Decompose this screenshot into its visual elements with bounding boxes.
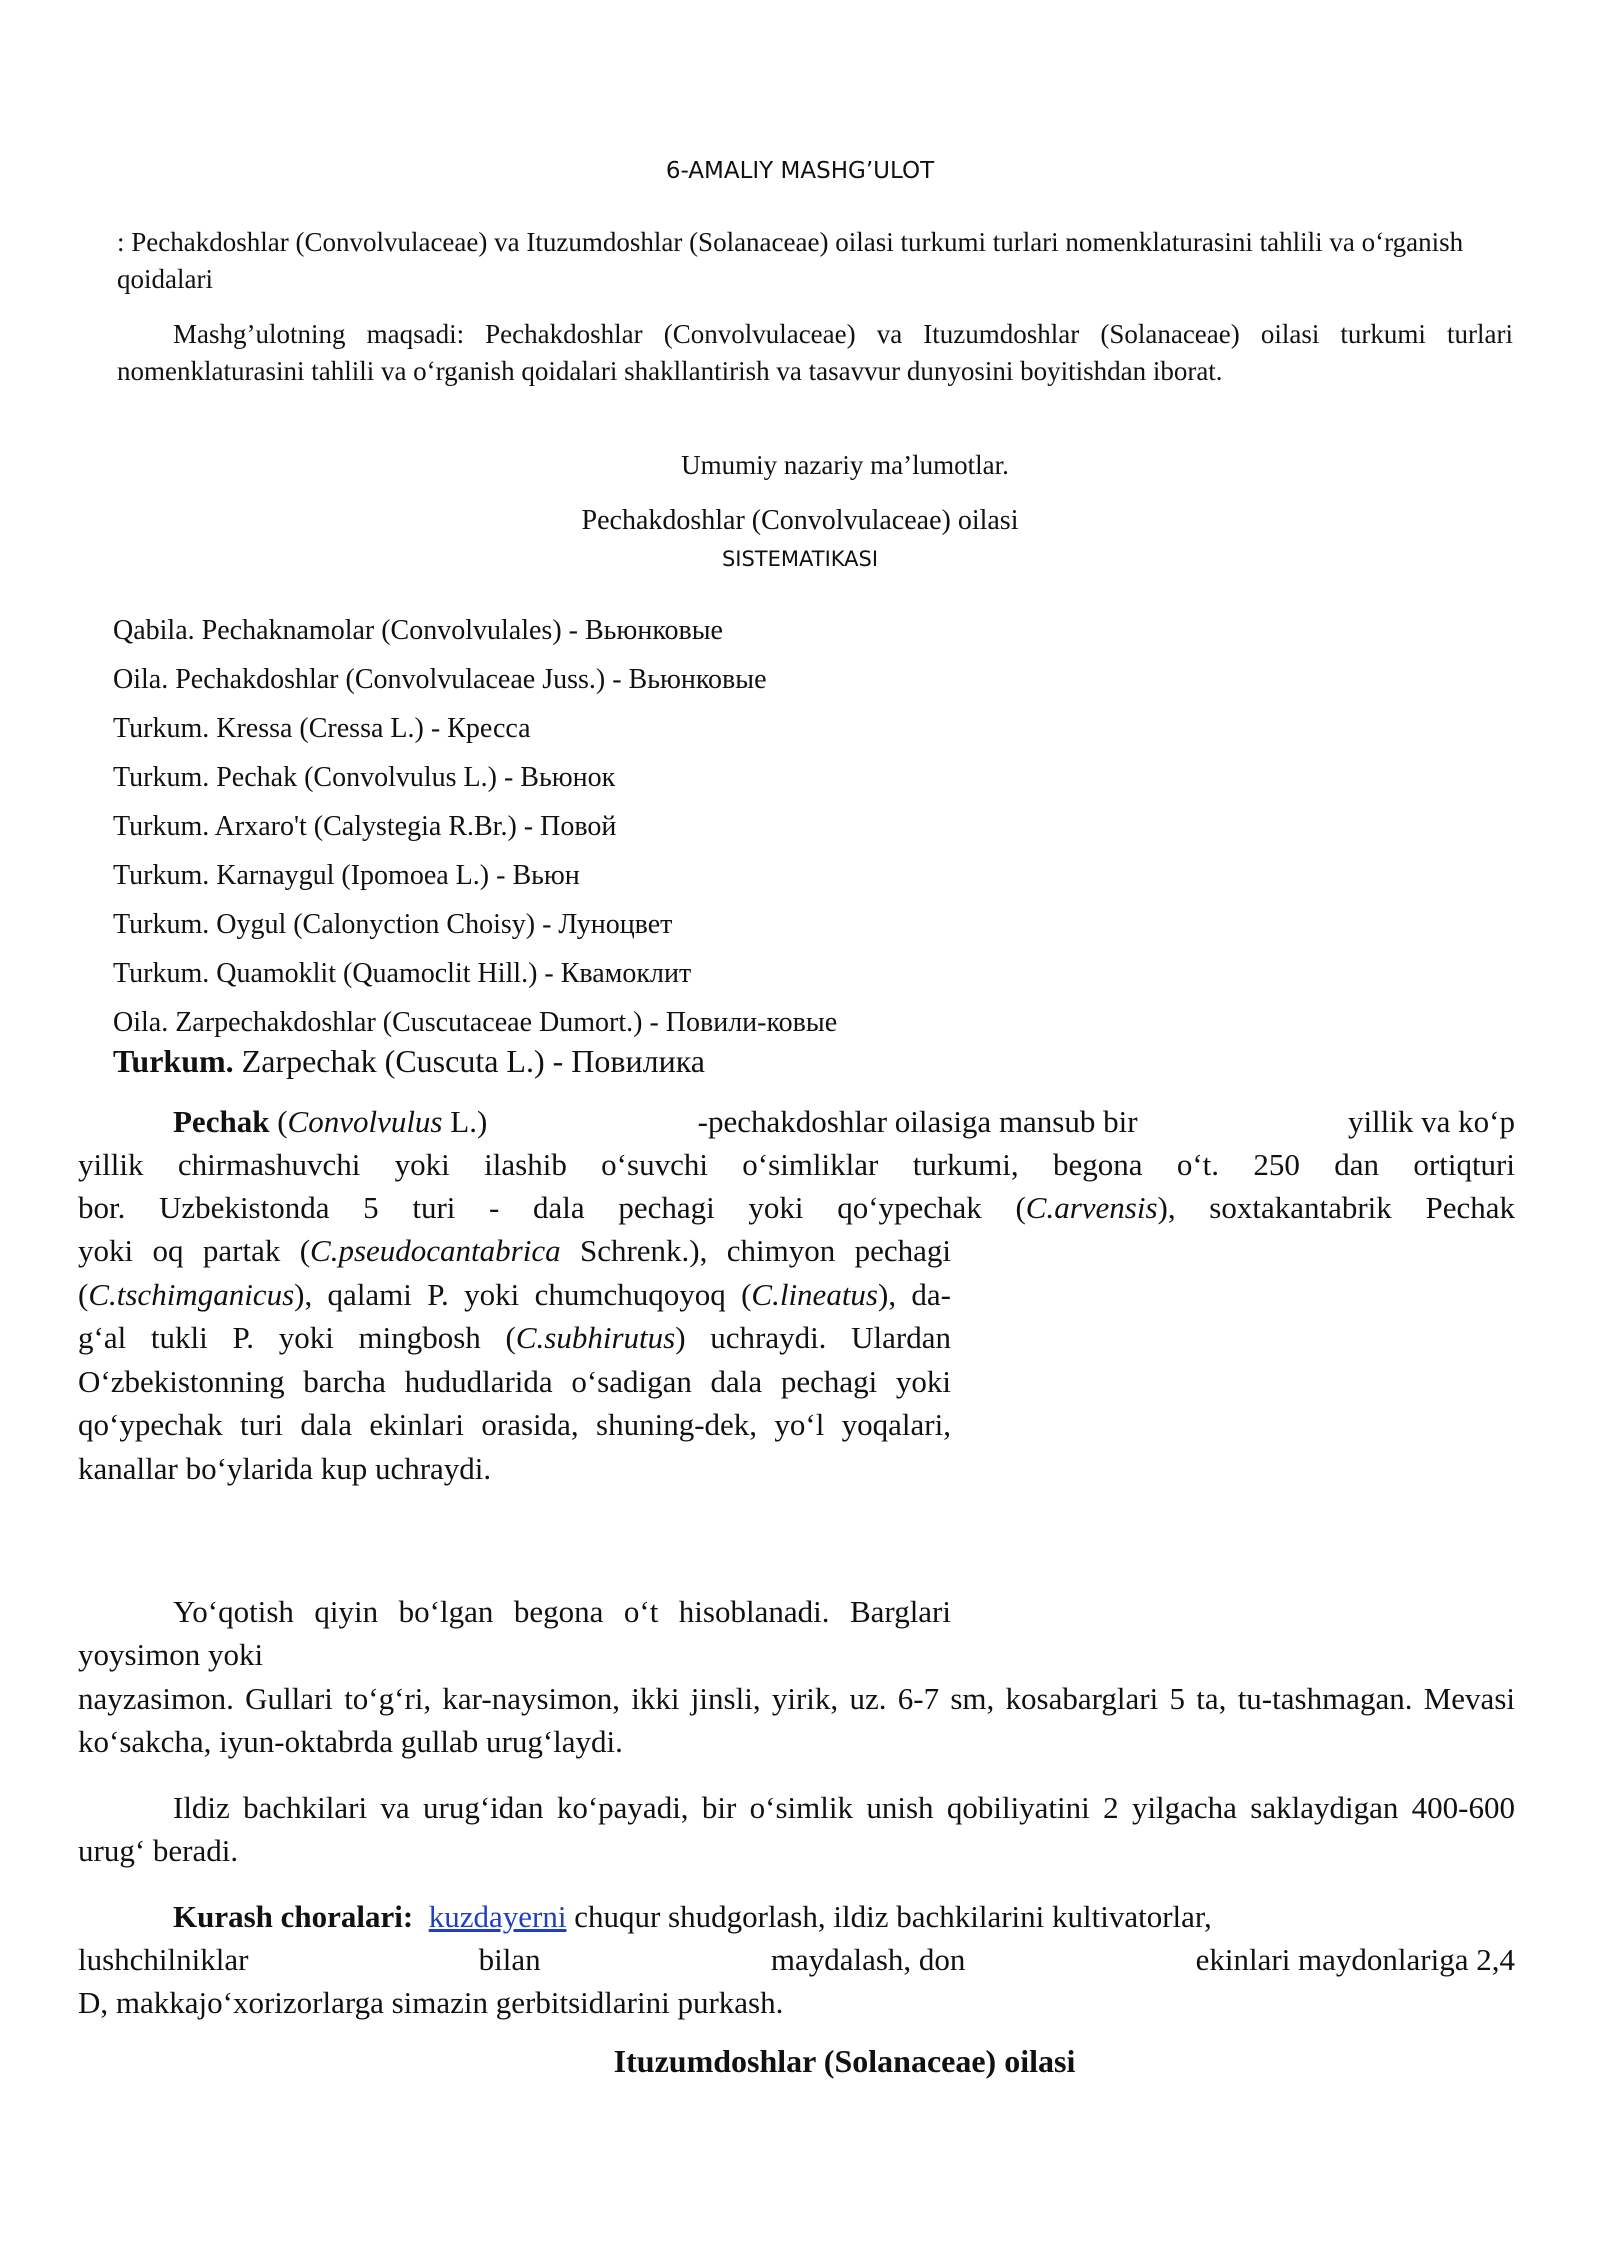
next-family-text: Ituzumdoshlar (Solanaceae) oilasi [613, 2043, 1076, 2079]
systematics-item: Oila. Zarpechakdoshlar (Cuscutaceae Dumort.) - Повили-ковые [113, 1007, 838, 1038]
pechak-name: Pechak [173, 1104, 270, 1139]
family-title-text: Pechakdoshlar (Convolvulaceae) oilasi [581, 505, 1019, 536]
pechak-after-latin: L.) [442, 1104, 488, 1139]
pechak-line-3b: ), soxtakantabrik Pechak [1157, 1190, 1515, 1225]
repro-paragraph [78, 1786, 1515, 1872]
systematics-item: Turkum. Oygul (Calonyction Choisy) - Луноцвет [113, 909, 673, 940]
kurash-label: Kurash choralari: [173, 1899, 414, 1934]
systematics-item: Turkum. Quamoklit (Quamoclit Hill.) - Квамоклит [113, 958, 692, 989]
weed-full-text: nayzasimon. Gullari to‘g‘ri, kar-naysimon, ikki jinsli, yirik, uz. 6-7 sm, kosabarglari 5 ta, tu-tashmagan. Mevasi ko‘sakcha, iyun-oktabrda gullab urug‘laydi. [78, 1681, 1515, 1759]
topic-paragraph [117, 224, 1497, 298]
kurash-word-4: ekinlari maydonlariga 2,4 [1195, 1942, 1515, 1977]
repro-text: Ildiz bachkilari va urug‘idan ko‘payadi, bir o‘simlik unish qobiliyatini 2 yilgacha saklaydigan 400-600 urug‘ beradi. [78, 1790, 1515, 1868]
weed-column [78, 1590, 951, 1676]
pechak-col-a3: ), qalami P. yoki chumchuqoyoq ( [294, 1276, 752, 1312]
systematics-item: Turkum. Arxaro't (Calystegia R.Br.) - Повой [113, 811, 617, 842]
pechak-tschim: C.tschimganicus [88, 1276, 295, 1312]
pechak-open: ( [269, 1104, 288, 1139]
aim-text: Mashg’ulotning maqsadi: Pechakdoshlar (Convolvulaceae) va Ituzumdoshlar (Solanaceae) oilasi turkumi turlari nomenklaturasini tahlili va o‘rganish qoidalari shakllantirish va tasavvur dunyosini boyitishdan iborat. [117, 319, 1513, 386]
pechak-col-a1: yoki oq partak ( [78, 1233, 311, 1268]
kurash-line-1 [78, 1895, 1515, 1938]
systematics-label-text: SISTEMATIKASI [721, 547, 879, 571]
general-info-text: Umumiy nazariy ma’lumotlar. [681, 450, 1009, 480]
pechak-line-3 [78, 1186, 1515, 1229]
kurash-text-3: D, makkajo‘xorizorlarga simazin gerbitsidlarini purkash. [78, 1985, 784, 2020]
pechak-desc-1: -pechakdoshlar oilasiga mansub bir [697, 1104, 1138, 1139]
systematics-item: Oila. Pechakdoshlar (Convolvulaceae Juss.) - Вьюнковые [113, 664, 767, 695]
systematics-item: Turkum. Kressa (Cressa L.) - Кресса [113, 713, 531, 744]
kurash-word-1: lushchilniklar [78, 1942, 249, 1977]
last-genus-label: Turkum. [113, 1043, 234, 1079]
pechak-pseudo: C.pseudocantabrica [310, 1233, 561, 1268]
pechak-latin: Convolvulus [287, 1104, 443, 1139]
pechak-line-2 [78, 1143, 1515, 1186]
pechak-col-a2: Schrenk.), chimyon pechagi ( [78, 1233, 952, 1312]
pechak-col-a5: ) uchraydi. Ulardan O‘zbekistonning barcha hududlarida o‘sadigan dala pechagi yoki qo‘ypechak turi dala ekinlari orasida, shuning-dek, yo‘l yoqalari, kanallar bo‘ylarida kup uchraydi. [78, 1320, 951, 1486]
pechak-column [78, 1229, 951, 1491]
kurash-line-2 [78, 1938, 1515, 1981]
pechak-desc-2: yillik va ko‘p [1347, 1104, 1515, 1139]
general-info-heading [0, 450, 1600, 481]
pechak-arvensis: C.arvensis [1025, 1190, 1158, 1225]
last-genus-text: Zarpechak (Cuscuta L.) - Повилика [233, 1043, 705, 1079]
kurash-line-3 [78, 1981, 1515, 2024]
page-heading-text: 6-AMALIY MASHG’ULOT [665, 158, 935, 184]
pechak-col-a4: ), da-g‘al tukli P. yoki mingbosh ( [78, 1276, 951, 1356]
kurash-text-1: chuqur shudgorlash, ildiz bachkilarini kultivatorlar, [566, 1899, 1212, 1934]
kuzdayerni-link[interactable]: kuzdayerni [428, 1899, 567, 1934]
next-family-heading [0, 2043, 1600, 2080]
pechak-line-2-text: yillik chirmashuvchi yoki ilashib o‘suvchi o‘simliklar turkumi, begona o‘t. 250 dan ortiqturi [78, 1147, 1515, 1182]
pechak-line-3a: bor. Uzbekistonda 5 turi - dala pechagi yoki qo‘ypechak ( [78, 1190, 1026, 1225]
systematics-item: Qabila. Pechaknamolar (Convolvulales) - Вьюнковые [113, 615, 723, 646]
page-heading [0, 158, 1600, 184]
weed-full [78, 1677, 1515, 1763]
kurash-line-1-wrap [173, 1895, 1212, 1938]
kurash-word-2: bilan [478, 1942, 541, 1977]
pechak-line-1 [78, 1100, 1515, 1143]
systematics-item: Turkum. Karnaygul (Ipomoea L.) - Вьюн [113, 860, 580, 891]
systematics-item: Turkum. Pechak (Convolvulus L.) - Вьюнок [113, 762, 616, 793]
weed-column-text: Yo‘qotish qiyin bo‘lgan begona o‘t hisoblanadi. Barglari yoysimon yoki [78, 1594, 951, 1672]
last-genus-line [113, 1040, 705, 1082]
pechak-subhir: C.subhirutus [515, 1320, 676, 1356]
topic-text: : Pechakdoshlar (Convolvulaceae) va Ituzumdoshlar (Solanaceae) oilasi turkumi turlari nomenklaturasini tahlili va o‘rganish qoidalari [117, 227, 1464, 294]
family-title [0, 505, 1600, 537]
aim-paragraph [117, 316, 1513, 390]
kurash-word-3: maydalash, don [770, 1942, 966, 1977]
systematics-label [0, 547, 1600, 571]
systematics-list [113, 606, 1313, 1047]
pechak-line-1-start [78, 1100, 487, 1143]
pechak-lineatus: C.lineatus [751, 1276, 878, 1312]
